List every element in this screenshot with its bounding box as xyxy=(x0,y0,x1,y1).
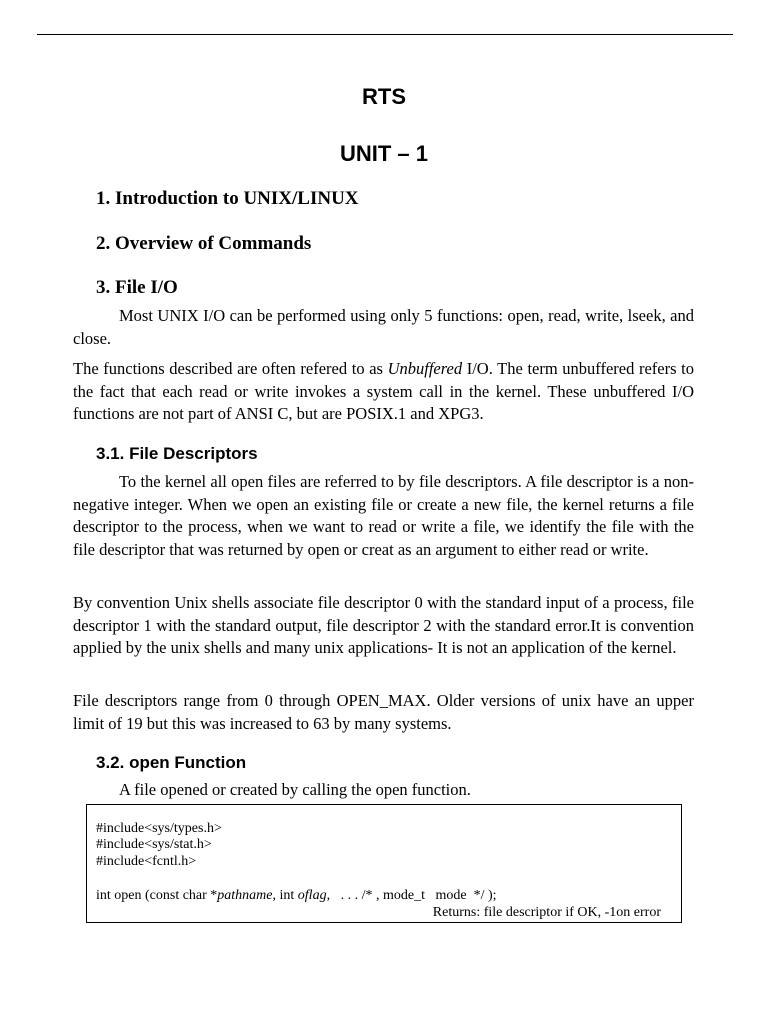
paragraph-unbuffered-part1: The functions described are often refered to as xyxy=(73,359,388,378)
code-include-fcntl: #include<fcntl.h> xyxy=(96,854,197,869)
paragraph-unbuffered-emphasis: Unbuffered xyxy=(387,359,463,378)
section-heading-3: 3. File I/O xyxy=(96,277,178,298)
subsection-heading-open-function: 3.2. open Function xyxy=(96,753,247,772)
header-rule xyxy=(37,34,733,35)
subsection-heading-file-descriptors: 3.1. File Descriptors xyxy=(96,444,258,463)
code-signature-part1: int open (const char * xyxy=(96,888,218,903)
code-open-signature xyxy=(96,888,497,904)
section-heading-2: 2. Overview of Commands xyxy=(96,233,312,254)
paragraph-open-intro: A file opened or created by calling the open function. xyxy=(119,780,471,799)
paragraph-file-descriptors: To the kernel all open files are referred to by file descriptors. A file descriptor is a non-negative integer. When we open an existing file or create a new file, the kernel returns a file descriptor to the process, when we want to read or write a file, we identify the file with the file descriptor that was returned by open or creat as an argument to either read or write. xyxy=(73,472,694,559)
unit-title: UNIT – 1 xyxy=(339,141,429,166)
code-signature-part2: , int xyxy=(272,888,298,903)
code-box xyxy=(86,804,682,923)
section-heading-1: 1. Introduction to UNIX/LINUX xyxy=(96,188,359,209)
paragraph-unbuffered xyxy=(73,358,694,426)
code-returns: Returns: file descriptor if OK, -1on error xyxy=(432,905,661,920)
paragraph-unix-io: Most UNIX I/O can be performed using only 5 functions: open, read, write, lseek, and close. xyxy=(73,306,694,348)
code-include-types: #include<sys/types.h> xyxy=(96,821,222,836)
paragraph-convention: By convention Unix shells associate file descriptor 0 with the standard input of a process, file descriptor 1 with the standard output, file descriptor 2 with the standard error.It is convention applied by the unix shells and many unix applications- It is not an application of the kernel. xyxy=(73,593,694,658)
paragraph-unbuffered-part2: I/O. The term unbuffered refers to the fact that each read or write invokes a system call in the kernel. These unbuffered I/O functions are not part of ANSI C, but are POSIX.1 and XPG3. xyxy=(73,359,694,424)
code-signature-oflag: oflag xyxy=(297,888,327,903)
code-include-stat: #include<sys/stat.h> xyxy=(96,837,212,852)
paragraph-open-max: File descriptors range from 0 through OPEN_MAX. Older versions of unix have an upper limit of 19 but this was increased to 63 by many systems. xyxy=(73,691,694,733)
document-title: RTS xyxy=(362,84,406,109)
code-signature-part3: , . . . /* , mode_t mode */ ); xyxy=(326,888,497,903)
code-signature-pathname: pathname xyxy=(217,888,273,903)
